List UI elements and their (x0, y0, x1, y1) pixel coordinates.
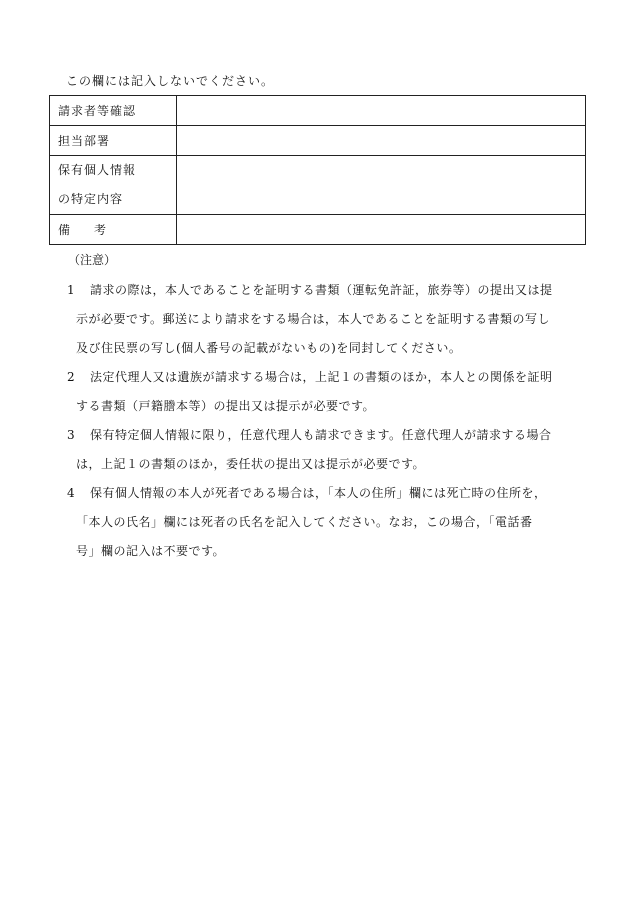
field-remarks (177, 215, 586, 245)
note-line: 号」欄の記入は不要です。 (76, 544, 226, 558)
note-item (0, 363, 630, 421)
label-department: 担当部署 (50, 126, 177, 156)
office-use-table (49, 95, 586, 245)
label-remarks-a: 備 (58, 223, 72, 237)
note-number: 4 (67, 486, 75, 500)
note-line: 及び住民票の写し(個人番号の記載がないもの)を同封してください。 (76, 341, 462, 355)
label-remarks (50, 215, 177, 245)
table-row (50, 126, 586, 156)
field-specified-content (177, 156, 586, 215)
note-item (0, 479, 630, 566)
label-line: の特定内容 (58, 192, 124, 206)
note-item (0, 276, 630, 363)
note-number: 2 (67, 370, 75, 384)
note-line: 示が必要です。郵送により請求をする場合は，本人であることを証明する書類の写し (76, 312, 551, 326)
label-requester-confirmation: 請求者等確認 (50, 96, 177, 126)
field-department (177, 126, 586, 156)
notes-heading: （注意） (68, 253, 117, 267)
label-line: 保有個人情報 (58, 163, 137, 177)
field-requester-confirmation (177, 96, 586, 126)
intro-text: この欄には記入しないでください。 (66, 74, 275, 88)
table-row (50, 215, 586, 245)
note-number: 3 (67, 428, 75, 442)
note-item (0, 421, 630, 479)
note-line: 請求の際は，本人であることを証明する書類（運転免許証，旅券等）の提出又は提 (90, 283, 553, 297)
note-line: 「本人の氏名」欄には死者の氏名を記入してください。なお，この場合，「電話番 (76, 515, 533, 529)
note-line: は，上記１の書類のほか，委任状の提出又は提示が必要です。 (76, 457, 426, 471)
label-specified-content (50, 156, 177, 215)
note-line: 保有特定個人情報に限り，任意代理人も請求できます。任意代理人が請求する場合 (90, 428, 552, 442)
note-line: 法定代理人又は遺族が請求する場合は，上記１の書類のほか，本人との関係を証明 (90, 370, 553, 384)
note-line: する書類（戸籍謄本等）の提出又は提示が必要です。 (76, 399, 376, 413)
label-remarks-b: 考 (94, 223, 108, 237)
table-row (50, 156, 586, 215)
table-row (50, 96, 586, 126)
note-line: 保有個人情報の本人が死者である場合は，「本人の住所」欄には死亡時の住所を， (90, 486, 547, 500)
note-number: 1 (67, 283, 75, 297)
notes-list (0, 276, 630, 566)
